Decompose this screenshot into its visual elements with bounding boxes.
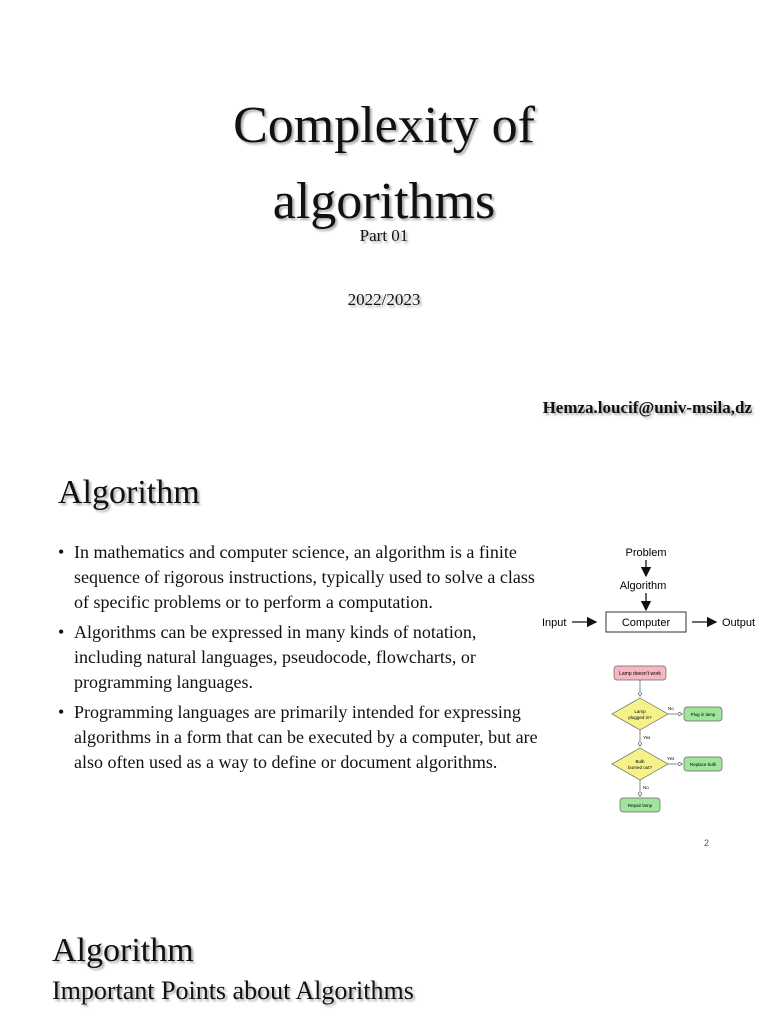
flowchart-start-label: Lamp doesn't work xyxy=(619,671,661,677)
slide-subheading: Important Points about Algorithms xyxy=(52,976,414,1005)
input-label: Input xyxy=(542,617,567,629)
title-line-1: Complexity of xyxy=(233,97,535,154)
decision-2-line-1: Bulb xyxy=(635,759,645,764)
algorithm-label: Algorithm xyxy=(619,580,667,592)
decision-1-line-1: Lamp xyxy=(634,709,646,714)
page-number: 2 xyxy=(704,838,710,848)
problem-label: Problem xyxy=(625,547,667,559)
algorithm-io-diagram xyxy=(536,542,762,638)
decision-2-line-2: burned out? xyxy=(627,765,653,770)
important-points-slide xyxy=(0,920,768,1024)
flowchart-decision-2 xyxy=(612,748,668,780)
title-line-2: algorithms xyxy=(272,173,496,230)
author-email: Hemza.loucif@univ-msila,dz xyxy=(542,398,752,417)
yes-label: Yes xyxy=(643,735,651,740)
decision-1-line-2: plugged in? xyxy=(628,715,652,720)
bullet-item: • In mathematics and computer science, an algorithm is a finite sequence of rigorous instructions, typically used to solve a class of specific problems or to perform a computation. xyxy=(58,540,540,615)
slide-title xyxy=(0,88,768,240)
lamp-flowchart xyxy=(606,662,726,822)
bullet-list xyxy=(58,540,540,780)
action-1-label: Plug in lamp xyxy=(690,712,716,717)
flowchart-decision-1 xyxy=(612,698,668,730)
output-label: Output xyxy=(722,617,756,629)
bullet-item: • Programming languages are primarily intended for expressing algorithms in a form that can be executed by a computer, but are also often used as a way to define or document algorithms. xyxy=(58,700,540,775)
computer-label: Computer xyxy=(621,617,671,629)
slide-heading: Algorithm xyxy=(52,932,194,969)
academic-year: 2022/2023 xyxy=(347,290,421,309)
no-label: No xyxy=(668,706,674,711)
algorithm-slide xyxy=(0,460,768,860)
bullet-item: • Algorithms can be expressed in many kinds of notation, including natural languages, pseudocode, flowcharts, or programming languages. xyxy=(58,620,540,695)
slide-heading: Algorithm xyxy=(58,474,200,511)
title-slide xyxy=(0,0,768,450)
no-label: No xyxy=(643,785,649,790)
end-label: Repair lamp xyxy=(627,803,653,808)
slide-subtitle: Part 01 xyxy=(359,226,409,245)
yes-label: Yes xyxy=(667,756,675,761)
action-2-label: Replace bulb xyxy=(689,762,717,767)
